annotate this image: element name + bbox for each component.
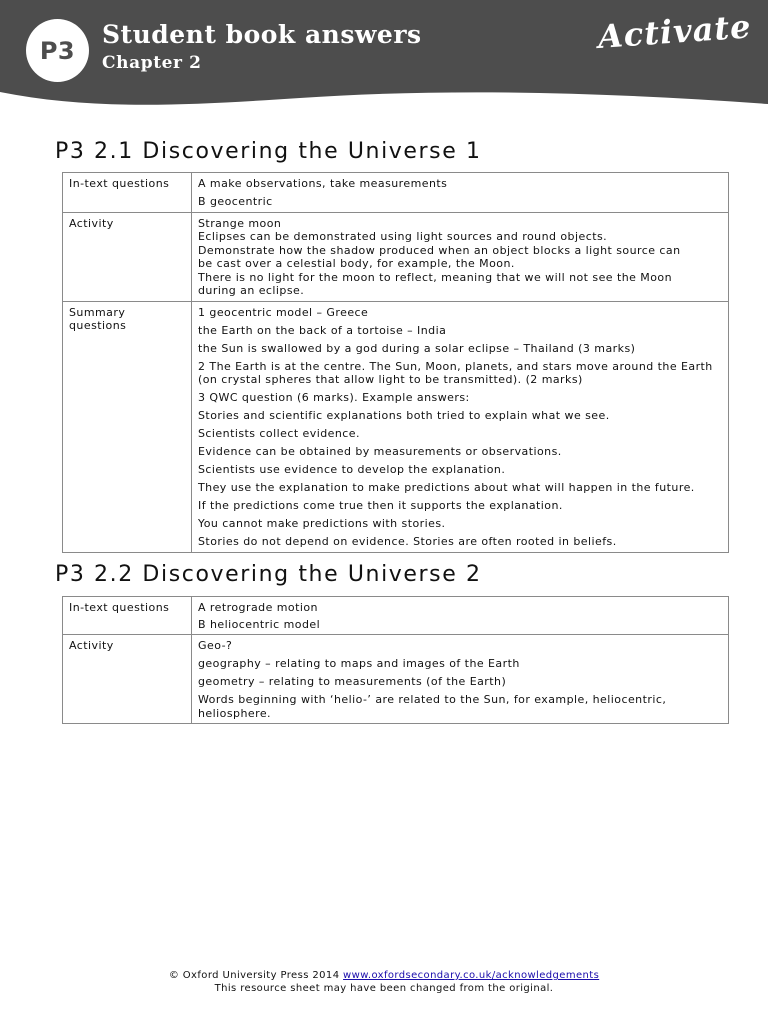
answer-line: Eclipses can be demonstrated using light sources and round objects. [198, 230, 608, 243]
row-label: Activity [63, 212, 192, 301]
answer-line: Words beginning with ‘helio-’ are related to the Sun, for example, heliocentric, heliosphere. [198, 693, 667, 720]
answer-line: the Earth on the back of a tortoise – India [198, 323, 447, 337]
answer-line: A make observations, take measurements [198, 177, 448, 190]
brand-logo: Activate [596, 7, 753, 56]
footer-copyright-line [0, 969, 768, 982]
footer-note: This resource sheet may have been changed from the original. [214, 983, 554, 994]
row-label: In-text questions [63, 597, 192, 635]
page-title: Student book answers [102, 20, 422, 49]
table-row [63, 597, 729, 635]
header-banner [0, 0, 768, 120]
answer-line: If the predictions come true then it supports the explanation. [198, 499, 563, 512]
answer-line: be cast over a celestial body, for example, the Moon. [198, 257, 515, 270]
table-row [63, 212, 729, 301]
row-answer [192, 597, 729, 635]
answer-line: Stories and scientific explanations both tried to explain what we see. [198, 409, 610, 422]
answer-line: A retrograde motion [198, 601, 318, 614]
answer-line: B geocentric [198, 195, 273, 208]
table-row [63, 301, 729, 552]
chapter-subtitle: Chapter 2 [102, 53, 202, 73]
table-row [63, 635, 729, 724]
answer-line: They use the explanation to make predictions about what will happen in the future. [198, 481, 695, 494]
copyright-text: © Oxford University Press 2014 [168, 970, 340, 981]
answer-line: geometry – relating to measurements (of the Earth) [198, 675, 507, 688]
answer-line: Geo-? [198, 639, 233, 652]
answer-line: geography – relating to maps and images of the Earth [198, 657, 520, 670]
answer-line: You cannot make predictions with stories. [198, 517, 446, 530]
footer [0, 969, 768, 995]
row-answer [192, 212, 729, 301]
answer-line: B heliocentric model [198, 617, 321, 631]
answer-line: Scientists use evidence to develop the explanation. [198, 463, 506, 476]
answer-line: 1 geocentric model – Greece [198, 305, 369, 319]
answer-line: Evidence can be obtained by measurements or observations. [198, 445, 562, 458]
answers-table-2-2 [62, 596, 729, 724]
row-label: Summary questions [63, 301, 192, 552]
acknowledgements-link[interactable]: www.oxfordsecondary.co.uk/acknowledgements [343, 970, 600, 981]
chapter-badge: P3 [26, 19, 89, 82]
row-answer [192, 173, 729, 213]
answer-line: There is no light for the moon to reflect, meaning that we will not see the Moon [198, 270, 673, 284]
table-row [63, 173, 729, 213]
answer-line: Scientists collect evidence. [198, 427, 360, 440]
answer-line: Stories do not depend on evidence. Stories are often rooted in beliefs. [198, 535, 617, 548]
answer-line: the Sun is swallowed by a god during a solar eclipse – Thailand (3 marks) [198, 341, 636, 355]
row-label: Activity [63, 635, 192, 724]
answers-table-2-1 [62, 172, 729, 553]
row-answer [192, 635, 729, 724]
answer-line: Strange moon [198, 216, 282, 230]
row-answer [192, 301, 729, 552]
row-label: In-text questions [63, 173, 192, 213]
answer-line: Demonstrate how the shadow produced when an object blocks a light source can [198, 243, 681, 257]
section-title-2-1: P3 2.1 Discovering the Universe 1 [55, 139, 482, 164]
answer-line: 2 The Earth is at the centre. The Sun, Moon, planets, and stars move around the Earth (on crystal spheres that allow light to be transmitted). (2 marks) [198, 359, 713, 386]
section-title-2-2: P3 2.2 Discovering the Universe 2 [55, 562, 482, 587]
answer-line: during an eclipse. [198, 284, 305, 297]
answer-line: 3 QWC question (6 marks). Example answers: [198, 391, 470, 404]
